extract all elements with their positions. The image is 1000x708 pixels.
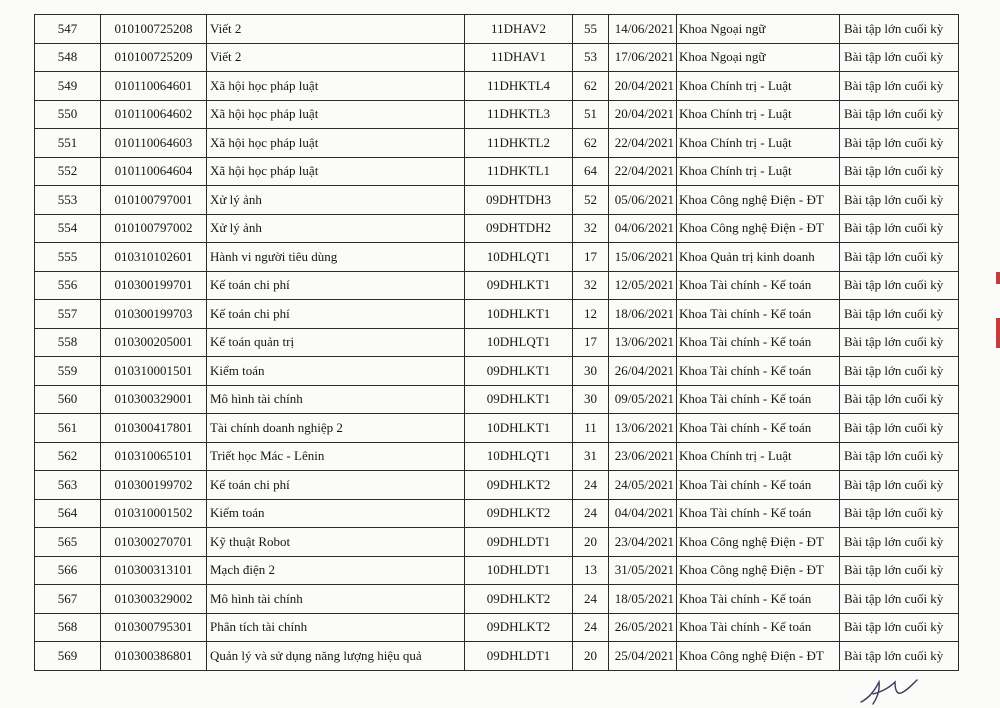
- course-name-cell: Xử lý ảnh: [207, 186, 465, 215]
- faculty-cell: Khoa Tài chính - Kế toán: [677, 385, 840, 414]
- exam-date-cell: 14/06/2021: [609, 15, 677, 44]
- student-count-cell: 24: [573, 471, 609, 500]
- student-count-cell: 30: [573, 385, 609, 414]
- student-count-cell: 64: [573, 157, 609, 186]
- class-code-cell: 11DHKTL4: [465, 72, 573, 101]
- faculty-cell: Khoa Chính trị - Luật: [677, 442, 840, 471]
- table-row: [35, 642, 959, 671]
- faculty-cell: Khoa Tài chính - Kế toán: [677, 613, 840, 642]
- course-name-cell: Tài chính doanh nghiệp 2: [207, 414, 465, 443]
- exam-type-cell: Bài tập lớn cuối kỳ: [840, 414, 959, 443]
- exam-type-cell: Bài tập lớn cuối kỳ: [840, 15, 959, 44]
- faculty-cell: Khoa Tài chính - Kế toán: [677, 357, 840, 386]
- exam-type-cell: Bài tập lớn cuối kỳ: [840, 72, 959, 101]
- student-count-cell: 32: [573, 271, 609, 300]
- table-row: [35, 385, 959, 414]
- exam-date-cell: 20/04/2021: [609, 72, 677, 101]
- course-code-cell: 010310001501: [101, 357, 207, 386]
- course-name-cell: Viết 2: [207, 15, 465, 44]
- class-code-cell: 09DHLKT1: [465, 271, 573, 300]
- exam-date-cell: 13/06/2021: [609, 414, 677, 443]
- table-row: [35, 414, 959, 443]
- table-row: [35, 471, 959, 500]
- class-code-cell: 11DHAV2: [465, 15, 573, 44]
- table-row: [35, 499, 959, 528]
- faculty-cell: Khoa Chính trị - Luật: [677, 100, 840, 129]
- faculty-cell: Khoa Tài chính - Kế toán: [677, 300, 840, 329]
- exam-date-cell: 22/04/2021: [609, 129, 677, 158]
- class-code-cell: 09DHLKT1: [465, 385, 573, 414]
- class-code-cell: 10DHLKT1: [465, 300, 573, 329]
- exam-type-cell: Bài tập lớn cuối kỳ: [840, 499, 959, 528]
- faculty-cell: Khoa Ngoại ngữ: [677, 15, 840, 44]
- student-count-cell: 32: [573, 214, 609, 243]
- faculty-cell: Khoa Chính trị - Luật: [677, 129, 840, 158]
- course-code-cell: 010300199702: [101, 471, 207, 500]
- faculty-cell: Khoa Công nghệ Điện - ĐT: [677, 642, 840, 671]
- course-name-cell: Mạch điện 2: [207, 556, 465, 585]
- course-name-cell: Viết 2: [207, 43, 465, 72]
- class-code-cell: 11DHKTL3: [465, 100, 573, 129]
- course-name-cell: Phân tích tài chính: [207, 613, 465, 642]
- row-number-cell: 554: [35, 214, 101, 243]
- faculty-cell: Khoa Tài chính - Kế toán: [677, 414, 840, 443]
- class-code-cell: 09DHLKT2: [465, 585, 573, 614]
- faculty-cell: Khoa Công nghệ Điện - ĐT: [677, 528, 840, 557]
- table-row: [35, 556, 959, 585]
- row-number-cell: 548: [35, 43, 101, 72]
- student-count-cell: 31: [573, 442, 609, 471]
- student-count-cell: 52: [573, 186, 609, 215]
- class-code-cell: 09DHLKT2: [465, 499, 573, 528]
- exam-type-cell: Bài tập lớn cuối kỳ: [840, 385, 959, 414]
- exam-type-cell: Bài tập lớn cuối kỳ: [840, 328, 959, 357]
- exam-date-cell: 22/04/2021: [609, 157, 677, 186]
- exam-date-cell: 12/05/2021: [609, 271, 677, 300]
- row-number-cell: 550: [35, 100, 101, 129]
- course-code-cell: 010300313101: [101, 556, 207, 585]
- course-name-cell: Quản lý và sử dụng năng lượng hiệu quả: [207, 642, 465, 671]
- exam-date-cell: 26/04/2021: [609, 357, 677, 386]
- faculty-cell: Khoa Tài chính - Kế toán: [677, 499, 840, 528]
- exam-date-cell: 05/06/2021: [609, 186, 677, 215]
- class-code-cell: 09DHTDH3: [465, 186, 573, 215]
- exam-date-cell: 31/05/2021: [609, 556, 677, 585]
- class-code-cell: 09DHTDH2: [465, 214, 573, 243]
- student-count-cell: 17: [573, 328, 609, 357]
- course-code-cell: 010310065101: [101, 442, 207, 471]
- course-name-cell: Kiểm toán: [207, 499, 465, 528]
- course-name-cell: Xã hội học pháp luật: [207, 157, 465, 186]
- student-count-cell: 53: [573, 43, 609, 72]
- exam-date-cell: 23/04/2021: [609, 528, 677, 557]
- row-number-cell: 547: [35, 15, 101, 44]
- student-count-cell: 20: [573, 642, 609, 671]
- exam-date-cell: 23/06/2021: [609, 442, 677, 471]
- course-code-cell: 010300417801: [101, 414, 207, 443]
- row-number-cell: 556: [35, 271, 101, 300]
- student-count-cell: 11: [573, 414, 609, 443]
- course-code-cell: 010110064601: [101, 72, 207, 101]
- table-row: [35, 528, 959, 557]
- exam-type-cell: Bài tập lớn cuối kỳ: [840, 442, 959, 471]
- exam-type-cell: Bài tập lớn cuối kỳ: [840, 43, 959, 72]
- faculty-cell: Khoa Công nghệ Điện - ĐT: [677, 556, 840, 585]
- student-count-cell: 24: [573, 585, 609, 614]
- faculty-cell: Khoa Chính trị - Luật: [677, 72, 840, 101]
- class-code-cell: 09DHLKT2: [465, 471, 573, 500]
- course-code-cell: 010100725208: [101, 15, 207, 44]
- table-row: [35, 585, 959, 614]
- course-code-cell: 010100797001: [101, 186, 207, 215]
- exam-date-cell: 18/06/2021: [609, 300, 677, 329]
- course-code-cell: 010110064602: [101, 100, 207, 129]
- exam-date-cell: 18/05/2021: [609, 585, 677, 614]
- table-row: [35, 100, 959, 129]
- exam-date-cell: 20/04/2021: [609, 100, 677, 129]
- course-name-cell: Kế toán chi phí: [207, 271, 465, 300]
- exam-date-cell: 04/06/2021: [609, 214, 677, 243]
- course-name-cell: Triết học Mác - Lênin: [207, 442, 465, 471]
- class-code-cell: 10DHLDT1: [465, 556, 573, 585]
- course-code-cell: 010300795301: [101, 613, 207, 642]
- student-count-cell: 17: [573, 243, 609, 272]
- exam-type-cell: Bài tập lớn cuối kỳ: [840, 186, 959, 215]
- exam-type-cell: Bài tập lớn cuối kỳ: [840, 129, 959, 158]
- class-code-cell: 09DHLDT1: [465, 528, 573, 557]
- faculty-cell: Khoa Ngoại ngữ: [677, 43, 840, 72]
- exam-date-cell: 09/05/2021: [609, 385, 677, 414]
- table-row: [35, 357, 959, 386]
- class-code-cell: 10DHLQT1: [465, 328, 573, 357]
- faculty-cell: Khoa Tài chính - Kế toán: [677, 328, 840, 357]
- student-count-cell: 20: [573, 528, 609, 557]
- student-count-cell: 13: [573, 556, 609, 585]
- student-count-cell: 30: [573, 357, 609, 386]
- exam-type-cell: Bài tập lớn cuối kỳ: [840, 528, 959, 557]
- class-code-cell: 11DHAV1: [465, 43, 573, 72]
- student-count-cell: 12: [573, 300, 609, 329]
- course-name-cell: Xã hội học pháp luật: [207, 129, 465, 158]
- course-name-cell: Kế toán chi phí: [207, 471, 465, 500]
- table-row: [35, 129, 959, 158]
- student-count-cell: 62: [573, 129, 609, 158]
- student-count-cell: 24: [573, 499, 609, 528]
- course-code-cell: 010300205001: [101, 328, 207, 357]
- course-name-cell: Kế toán quản trị: [207, 328, 465, 357]
- table-row: [35, 43, 959, 72]
- row-number-cell: 551: [35, 129, 101, 158]
- schedule-table: [34, 14, 959, 671]
- exam-type-cell: Bài tập lớn cuối kỳ: [840, 613, 959, 642]
- course-name-cell: Xử lý ảnh: [207, 214, 465, 243]
- exam-date-cell: 26/05/2021: [609, 613, 677, 642]
- table-row: [35, 157, 959, 186]
- row-number-cell: 560: [35, 385, 101, 414]
- faculty-cell: Khoa Chính trị - Luật: [677, 157, 840, 186]
- exam-date-cell: 25/04/2021: [609, 642, 677, 671]
- course-name-cell: Mô hình tài chính: [207, 585, 465, 614]
- row-number-cell: 557: [35, 300, 101, 329]
- course-name-cell: Kiểm toán: [207, 357, 465, 386]
- course-code-cell: 010300199703: [101, 300, 207, 329]
- exam-type-cell: Bài tập lớn cuối kỳ: [840, 556, 959, 585]
- course-code-cell: 010310001502: [101, 499, 207, 528]
- student-count-cell: 62: [573, 72, 609, 101]
- table-row: [35, 72, 959, 101]
- course-code-cell: 010100725209: [101, 43, 207, 72]
- row-number-cell: 569: [35, 642, 101, 671]
- class-code-cell: 10DHLQT1: [465, 442, 573, 471]
- exam-type-cell: Bài tập lớn cuối kỳ: [840, 471, 959, 500]
- class-code-cell: 09DHLDT1: [465, 642, 573, 671]
- exam-date-cell: 24/05/2021: [609, 471, 677, 500]
- exam-date-cell: 17/06/2021: [609, 43, 677, 72]
- exam-type-cell: Bài tập lớn cuối kỳ: [840, 642, 959, 671]
- class-code-cell: 09DHLKT1: [465, 357, 573, 386]
- table-body: [35, 15, 959, 671]
- exam-type-cell: Bài tập lớn cuối kỳ: [840, 243, 959, 272]
- course-code-cell: 010110064604: [101, 157, 207, 186]
- exam-type-cell: Bài tập lớn cuối kỳ: [840, 357, 959, 386]
- course-name-cell: Xã hội học pháp luật: [207, 72, 465, 101]
- class-code-cell: 10DHLKT1: [465, 414, 573, 443]
- exam-type-cell: Bài tập lớn cuối kỳ: [840, 271, 959, 300]
- table-row: [35, 214, 959, 243]
- course-code-cell: 010300199701: [101, 271, 207, 300]
- class-code-cell: 11DHKTL1: [465, 157, 573, 186]
- scan-edge-mark: [996, 272, 1000, 284]
- course-code-cell: 010100797002: [101, 214, 207, 243]
- faculty-cell: Khoa Quản trị kinh doanh: [677, 243, 840, 272]
- table-row: [35, 186, 959, 215]
- table-row: [35, 243, 959, 272]
- course-name-cell: Xã hội học pháp luật: [207, 100, 465, 129]
- course-name-cell: Hành vi người tiêu dùng: [207, 243, 465, 272]
- student-count-cell: 51: [573, 100, 609, 129]
- faculty-cell: Khoa Công nghệ Điện - ĐT: [677, 186, 840, 215]
- course-code-cell: 010300386801: [101, 642, 207, 671]
- course-code-cell: 010110064603: [101, 129, 207, 158]
- faculty-cell: Khoa Công nghệ Điện - ĐT: [677, 214, 840, 243]
- faculty-cell: Khoa Tài chính - Kế toán: [677, 271, 840, 300]
- row-number-cell: 567: [35, 585, 101, 614]
- row-number-cell: 562: [35, 442, 101, 471]
- row-number-cell: 555: [35, 243, 101, 272]
- course-name-cell: Kỹ thuật Robot: [207, 528, 465, 557]
- course-name-cell: Kế toán chi phí: [207, 300, 465, 329]
- row-number-cell: 559: [35, 357, 101, 386]
- row-number-cell: 568: [35, 613, 101, 642]
- course-code-cell: 010310102601: [101, 243, 207, 272]
- table-row: [35, 328, 959, 357]
- row-number-cell: 553: [35, 186, 101, 215]
- row-number-cell: 565: [35, 528, 101, 557]
- course-code-cell: 010300329001: [101, 385, 207, 414]
- row-number-cell: 563: [35, 471, 101, 500]
- exam-date-cell: 04/04/2021: [609, 499, 677, 528]
- faculty-cell: Khoa Tài chính - Kế toán: [677, 471, 840, 500]
- row-number-cell: 552: [35, 157, 101, 186]
- table-row: [35, 613, 959, 642]
- student-count-cell: 24: [573, 613, 609, 642]
- exam-type-cell: Bài tập lớn cuối kỳ: [840, 100, 959, 129]
- course-name-cell: Mô hình tài chính: [207, 385, 465, 414]
- row-number-cell: 558: [35, 328, 101, 357]
- exam-type-cell: Bài tập lớn cuối kỳ: [840, 300, 959, 329]
- course-code-cell: 010300329002: [101, 585, 207, 614]
- exam-type-cell: Bài tập lớn cuối kỳ: [840, 214, 959, 243]
- student-count-cell: 55: [573, 15, 609, 44]
- signature-icon: [855, 668, 925, 708]
- scan-edge-mark: [996, 318, 1000, 348]
- row-number-cell: 561: [35, 414, 101, 443]
- table-row: [35, 300, 959, 329]
- exam-date-cell: 15/06/2021: [609, 243, 677, 272]
- table-row: [35, 442, 959, 471]
- exam-type-cell: Bài tập lớn cuối kỳ: [840, 157, 959, 186]
- course-code-cell: 010300270701: [101, 528, 207, 557]
- exam-date-cell: 13/06/2021: [609, 328, 677, 357]
- row-number-cell: 564: [35, 499, 101, 528]
- row-number-cell: 549: [35, 72, 101, 101]
- table-row: [35, 15, 959, 44]
- class-code-cell: 09DHLKT2: [465, 613, 573, 642]
- exam-type-cell: Bài tập lớn cuối kỳ: [840, 585, 959, 614]
- table-row: [35, 271, 959, 300]
- row-number-cell: 566: [35, 556, 101, 585]
- class-code-cell: 11DHKTL2: [465, 129, 573, 158]
- class-code-cell: 10DHLQT1: [465, 243, 573, 272]
- faculty-cell: Khoa Tài chính - Kế toán: [677, 585, 840, 614]
